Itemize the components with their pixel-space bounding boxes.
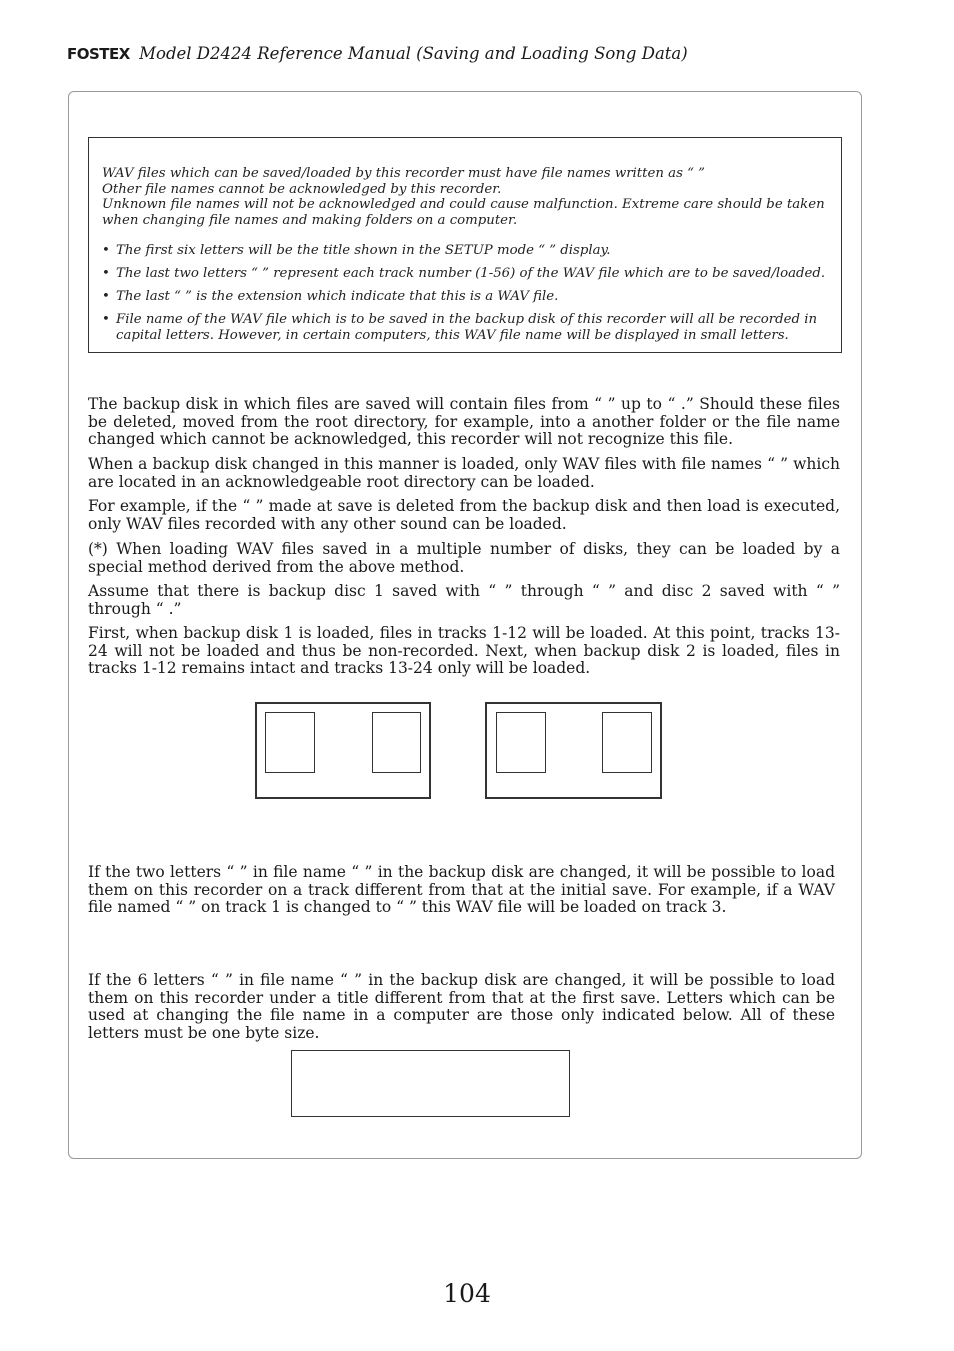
note-line: WAV files which can be saved/loaded by this recorder must have file names written as “ ” [102,166,705,181]
allowed-characters-box [291,1050,570,1117]
note-bullet: • File name of the WAV file which is to be saved in the backup disk of this recorder will all be recorded in capital letters. However, in certain computers, this WAV file name will be displayed in small letters. [102,312,832,343]
note-bullet: • The last two letters “ ” represent each track number (1-56) of the WAV file which are to be saved/loaded. [102,266,832,282]
note-line: Other file names cannot be acknowledged by this recorder. [102,181,502,197]
body-paragraph: When a backup disk changed in this manner is loaded, only WAV files with file names “ ” which are located in an acknowledgeable root directory can be loaded. [88,455,840,491]
body-paragraph: For example, if the “ ” made at save is deleted from the backup disk and then load is executed, only WAV files recorded with any other sound can be loaded. [88,497,840,533]
fostex-logo: FOSTEX [67,45,130,63]
note-box [88,137,842,353]
body-paragraph: The backup disk in which files are saved will contain files from “ ” up to “ .” Should these files be deleted, moved from the root directory, for example, into a another folder or the file name changed which cannot be acknowledged, this recorder will not recognize this file. [88,395,840,448]
body-paragraph: (*) When loading WAV files saved in a multiple number of disks, they can be loaded by a special method derived from the above method. [88,540,840,576]
disk-slot [265,712,315,773]
note-bullet: • The first six letters will be the title shown in the SETUP mode “ ” display. [102,243,832,259]
page-header [67,44,688,63]
backup-disk-2-diagram [485,702,662,799]
backup-disk-1-diagram [255,702,431,799]
note-bullet: • The last “ ” is the extension which indicate that this is a WAV file. [102,289,832,305]
disk-slot [496,712,546,773]
note-bullet-list [102,243,832,351]
body-paragraph: If the two letters “ ” in file name “ ” in the backup disk are changed, it will be possible to load them on this recorder on a track different from that at the initial save. For example, if a WAV file named “ ” on track 1 is changed to “ ” this WAV file will be loaded on track 3. [88,863,835,916]
body-paragraph: Assume that there is backup disc 1 saved with “ ” through “ ” and disc 2 saved with “ ” through “ .” [88,582,840,618]
note-intro [102,166,832,228]
manual-title: Model D2424 Reference Manual (Saving and Loading Song Data) [139,44,688,63]
disk-slot [372,712,421,773]
disk-slot [602,712,652,773]
page-number: 104 [443,1279,491,1308]
body-paragraph: First, when backup disk 1 is loaded, files in tracks 1-12 will be loaded. At this point, tracks 13-24 will not be loaded and thus be non-recorded. Next, when backup disk 2 is loaded, files in tracks 1-12 remains intact and tracks 13-24 only will be loaded. [88,624,840,677]
body-paragraph: If the 6 letters “ ” in file name “ ” in the backup disk are changed, it will be possible to load them on this recorder under a title different from that at the first save. Letters which can be used at changing the file name in a computer are those only indicated below. All of these letters must be one byte size. [88,971,835,1042]
note-line: Unknown file names will not be acknowledged and could cause malfunction. Extreme care should be taken when changing file names and making folders on a computer. [102,197,825,228]
